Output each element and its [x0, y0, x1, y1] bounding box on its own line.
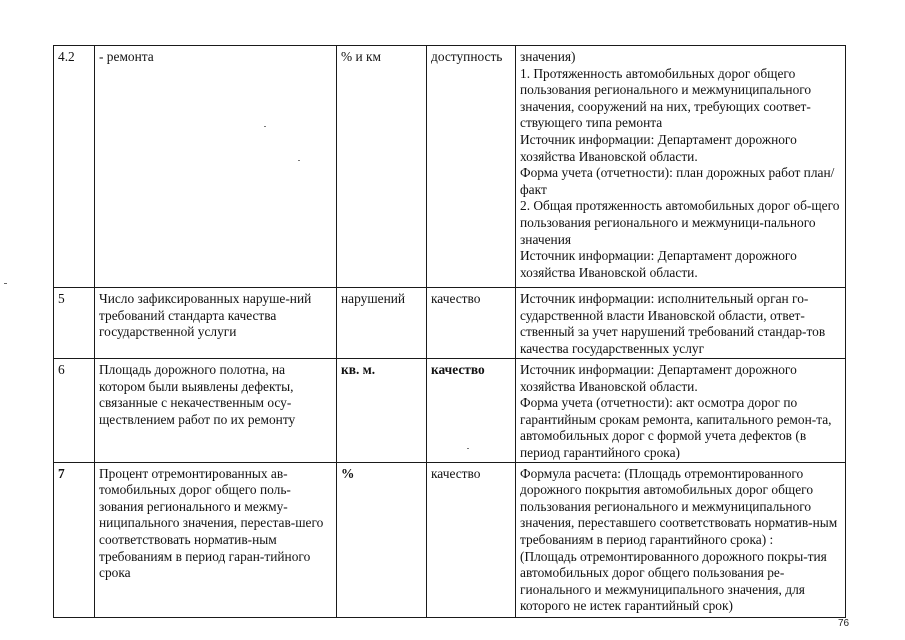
indicator-name: Число зафиксированных наруше-ний требований стандарта качества государственной услуги [95, 288, 337, 359]
unit-of-measure: кв. м. [337, 359, 427, 463]
table-row [54, 288, 846, 359]
indicator-description: Источник информации: исполнительный орган го-сударственной власти Ивановской области, ответ-ственный за учет нарушений требований стандар-тов качества государственных услуг [516, 288, 846, 359]
indicator-name: - ремонта [95, 46, 337, 288]
indicator-category: доступность [427, 46, 516, 288]
row-number: 7 [54, 462, 95, 617]
page-number: 76 [838, 618, 850, 629]
unit-of-measure: нарушений [337, 288, 427, 359]
indicator-description: Формула расчета: (Площадь отремонтированного дорожного покрытия автомобильных дорог общего пользования регионального и межмуниципального значения, переставшего соответствовать норматив-ным требованиям в период гарантийного срока) : (Площадь отремонтированного дорожного покры-тия автомобильных дорог общего пользования ре-гионального и межмуниципального значения, для которого не истек гарантийный срок) [516, 462, 846, 617]
unit-of-measure: % и км [337, 46, 427, 288]
indicator-description: Источник информации: Департамент дорожного хозяйства Ивановской области. Форма учета (отчетности): акт осмотра дорог по гарантийным срокам ремонта, капитального ремон-та, автомобильных дорог с формой учета дефектов (в период гарантийного срока) [516, 359, 846, 463]
indicator-name: Площадь дорожного полотна, на котором были выявлены дефекты, связанные с некачественным осу-ществлением работ по их ремонту [95, 359, 337, 463]
unit-of-measure: % [337, 462, 427, 617]
indicator-category: качество [427, 462, 516, 617]
indicator-category: качество [427, 288, 516, 359]
row-number: 5 [54, 288, 95, 359]
row-number: 6 [54, 359, 95, 463]
table-row [54, 359, 846, 463]
row-number: 4.2 [54, 46, 95, 288]
indicator-category: качество [427, 359, 516, 463]
indicator-description: значения) 1. Протяженность автомобильных дорог общего пользования регионального и межмуниципального значения, сооружений на них, требующих соответ-ствующего типа ремонта Источник информации: Департамент дорожного хозяйства Ивановской области. Форма учета (отчетности): план дорожных работ план/факт 2. Общая протяженность автомобильных дорог об-щего пользования регионального и межмуници-пального значения Источник информации: Департамент дорожного хозяйства Ивановской области. [516, 46, 846, 288]
scan-margin-mark [4, 283, 7, 284]
indicator-name: Процент отремонтированных ав-томобильных дорог общего поль-зования регионального и межму-ниципального значения, перестав-шего соответствовать норматив-ным требованиям в период гаран-тийного срока [95, 462, 337, 617]
table-row [54, 46, 846, 288]
indicator-table [53, 45, 846, 618]
table-row [54, 462, 846, 617]
